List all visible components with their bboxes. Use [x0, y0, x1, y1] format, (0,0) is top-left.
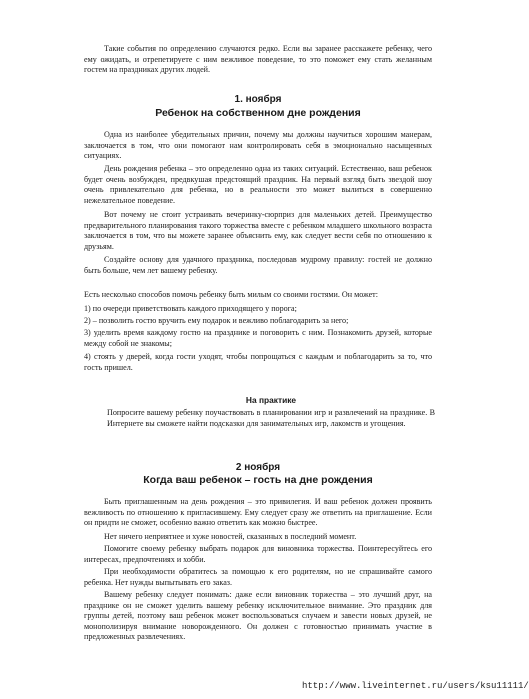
section2-paragraph-1: Быть приглашенным на день рождения – это привилегия. И ваш ребенок должен проявить вежливость по отношению к пригласившему. Ему следует сразу же ответить на приглашение. Если он придти не сможет, особенно важно ответить как можно быстрее. [84, 497, 432, 528]
footer-url[interactable]: http://www.liveinternet.ru/users/ksu11111/ [302, 681, 529, 691]
list-item-2: 2) – позволить гостю вручить ему подарок и вежливо поблагодарить за него; [84, 316, 349, 325]
section1-paragraph-1: Одна из наиболее убедительных причин, почему мы должны научиться хорошим манерам, заключается в том, что они помогают нам контролировать себя в эмоционально насыщенных ситуациях. [84, 130, 432, 161]
intro-paragraph: Такие события по определению случаются редко. Если вы заранее расскажете ребенку, чего ему ожидать, и отрепетируете с ним вежливое поведение, то это поможет ему стать желанным гостем на праздниках других людей. [84, 44, 432, 75]
section1-paragraph-3: Вот почему не стоит устраивать вечеринку-сюрприз для маленьких детей. Преимущество предварительного планирования такого торжества вместе с ребенком младшего школьного возраста заключается в том, что вы можете заранее объяснить ему, как следует вести себя по отношению к друзьям. [84, 210, 432, 251]
list-item-1: 1) по очереди приветствовать каждого приходящего у порога; [84, 304, 297, 313]
section2-paragraph-3: Помогите своему ребенку выбрать подарок для виновника торжества. Поинтересуйтесь его интересах, предпочтениях и хобби. [84, 544, 432, 564]
section1-date: 1. ноября [234, 94, 282, 105]
section2-paragraph-4: При необходимости обратитесь за помощью к его родителям, но не спрашивайте самого ребенка. Нет нужды выпытывать его заказ. [84, 567, 432, 587]
list-item-3: 3) уделить время каждому гостю на празднике и поговорить с ним. Познакомить друзей, которые между собой не знакомы; [84, 328, 432, 348]
list-item-4: 4) стоять у дверей, когда гости уходят, чтобы попрощаться с каждым и поблагодарить за то, что гость пришел. [84, 352, 432, 372]
practice-title: На практике [245, 395, 297, 405]
section2-paragraph-5: Вашему ребенку следует понимать: даже если виновник торжества – это лучший друг, на празднике он не сможет уделить вашему ребенку исключительное внимание. Это праздник для группы детей, поэтому ваш ребенок может воспользоваться случаем и завести новых друзей, не монополизируя внимание новорожденного. Он должен с готовностью принимать участие в предложенных развлечениях. [84, 590, 432, 642]
practice-text: Попросите вашему ребенку поучаствовать в планировании игр и развлечений на празднике. В Интернете вы сможете найти подсказки для занимательных игр, лакомств и угощения. [107, 408, 435, 428]
section1-title: Ребенок на собственном дне рождения [155, 107, 361, 119]
section2-paragraph-2: Нет ничего неприятнее и хуже новостей, сказанных в последний момент. [104, 532, 357, 541]
section1-paragraph-4: Создайте основу для удачного праздника, последовав мудрому правилу: гостей не должно быть больше, чем лет вашему ребенку. [84, 255, 432, 275]
section2-title: Когда ваш ребенок – гость на дне рождения [143, 474, 373, 486]
list-intro: Есть несколько способов помочь ребенку быть милым со своими гостями. Он может: [84, 290, 378, 299]
section2-date: 2 ноября [235, 462, 281, 473]
section1-paragraph-2: День рождения ребенка – это определенно одна из таких ситуаций. Естественно, ваш ребенок будет очень возбужден, предвкушая предстоящий праздник. На первый взгляд быть звездой шоу очень привлекательно для ребенка, но в реальности это может вылиться в совершенно нежелательное поведение. [84, 164, 432, 205]
